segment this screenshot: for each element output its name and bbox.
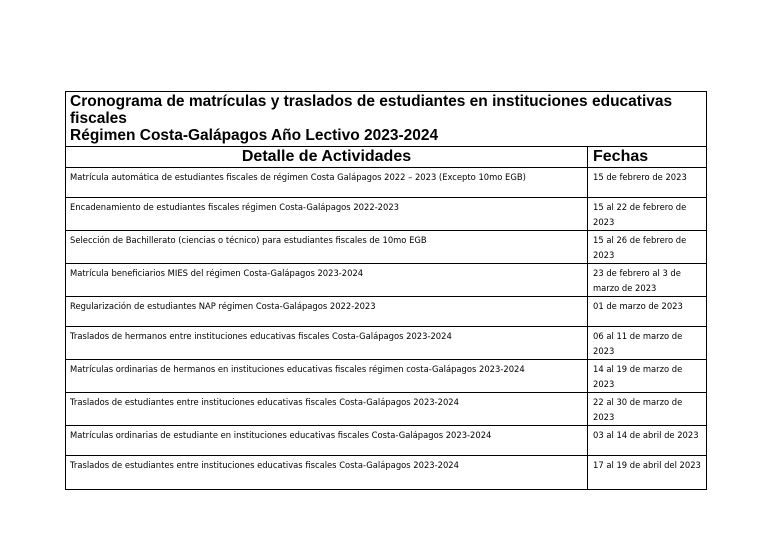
table-row — [66, 168, 707, 198]
activity-cell: Traslados de estudiantes entre instituciones educativas fiscales Costa-Galápagos 2023-2024 — [66, 393, 588, 426]
schedule-table — [65, 91, 707, 490]
activity-cell: Matrícula automática de estudiantes fiscales de régimen Costa Galápagos 2022 – 2023 (Excepto 10mo EGB) — [66, 168, 588, 198]
table-row — [66, 264, 707, 297]
date-cell: 03 al 14 de abril de 2023 — [588, 426, 707, 456]
table-row — [66, 327, 707, 360]
date-cell: 15 al 26 de febrero de 2023 — [588, 231, 707, 264]
activity-cell: Regularización de estudiantes NAP régimen Costa-Galápagos 2022-2023 — [66, 297, 588, 327]
title-row — [66, 92, 707, 147]
date-cell: 15 de febrero de 2023 — [588, 168, 707, 198]
title-line-1: Cronograma de matrículas y traslados de estudiantes en instituciones educativas fiscales — [70, 93, 673, 127]
date-cell: 22 al 30 de marzo de 2023 — [588, 393, 707, 426]
table-row — [66, 393, 707, 426]
column-header-activities: Detalle de Actividades — [66, 147, 588, 168]
date-cell: 23 de febrero al 3 de marzo de 2023 — [588, 264, 707, 297]
activity-cell: Matrícula beneficiarios MIES del régimen Costa-Galápagos 2023-2024 — [66, 264, 588, 297]
activity-cell: Selección de Bachillerato (ciencias o técnico) para estudiantes fiscales de 10mo EGB — [66, 231, 588, 264]
title-line-2: Régimen Costa-Galápagos Año Lectivo 2023-2024 — [70, 127, 439, 144]
column-header-dates: Fechas — [588, 147, 707, 168]
table-row — [66, 231, 707, 264]
activity-cell: Traslados de estudiantes entre instituciones educativas fiscales Costa-Galápagos 2023-2024 — [66, 456, 588, 490]
date-cell: 01 de marzo de 2023 — [588, 297, 707, 327]
activity-cell: Encadenamiento de estudiantes fiscales régimen Costa-Galápagos 2022-2023 — [66, 198, 588, 231]
document-title — [66, 92, 707, 147]
table-row — [66, 426, 707, 456]
header-row — [66, 147, 707, 168]
date-cell: 15 al 22 de febrero de 2023 — [588, 198, 707, 231]
table-row — [66, 198, 707, 231]
activity-cell: Matrículas ordinarias de hermanos en instituciones educativas fiscales régimen costa-Galápagos 2023-2024 — [66, 360, 588, 393]
date-cell: 06 al 11 de marzo de 2023 — [588, 327, 707, 360]
table-row — [66, 297, 707, 327]
table-row — [66, 456, 707, 490]
table-row — [66, 360, 707, 393]
date-cell: 17 al 19 de abril del 2023 — [588, 456, 707, 490]
date-cell: 14 al 19 de marzo de 2023 — [588, 360, 707, 393]
activity-cell: Traslados de hermanos entre instituciones educativas fiscales Costa-Galápagos 2023-2024 — [66, 327, 588, 360]
activity-cell: Matrículas ordinarias de estudiante en instituciones educativas fiscales Costa-Galápagos 2023-2024 — [66, 426, 588, 456]
